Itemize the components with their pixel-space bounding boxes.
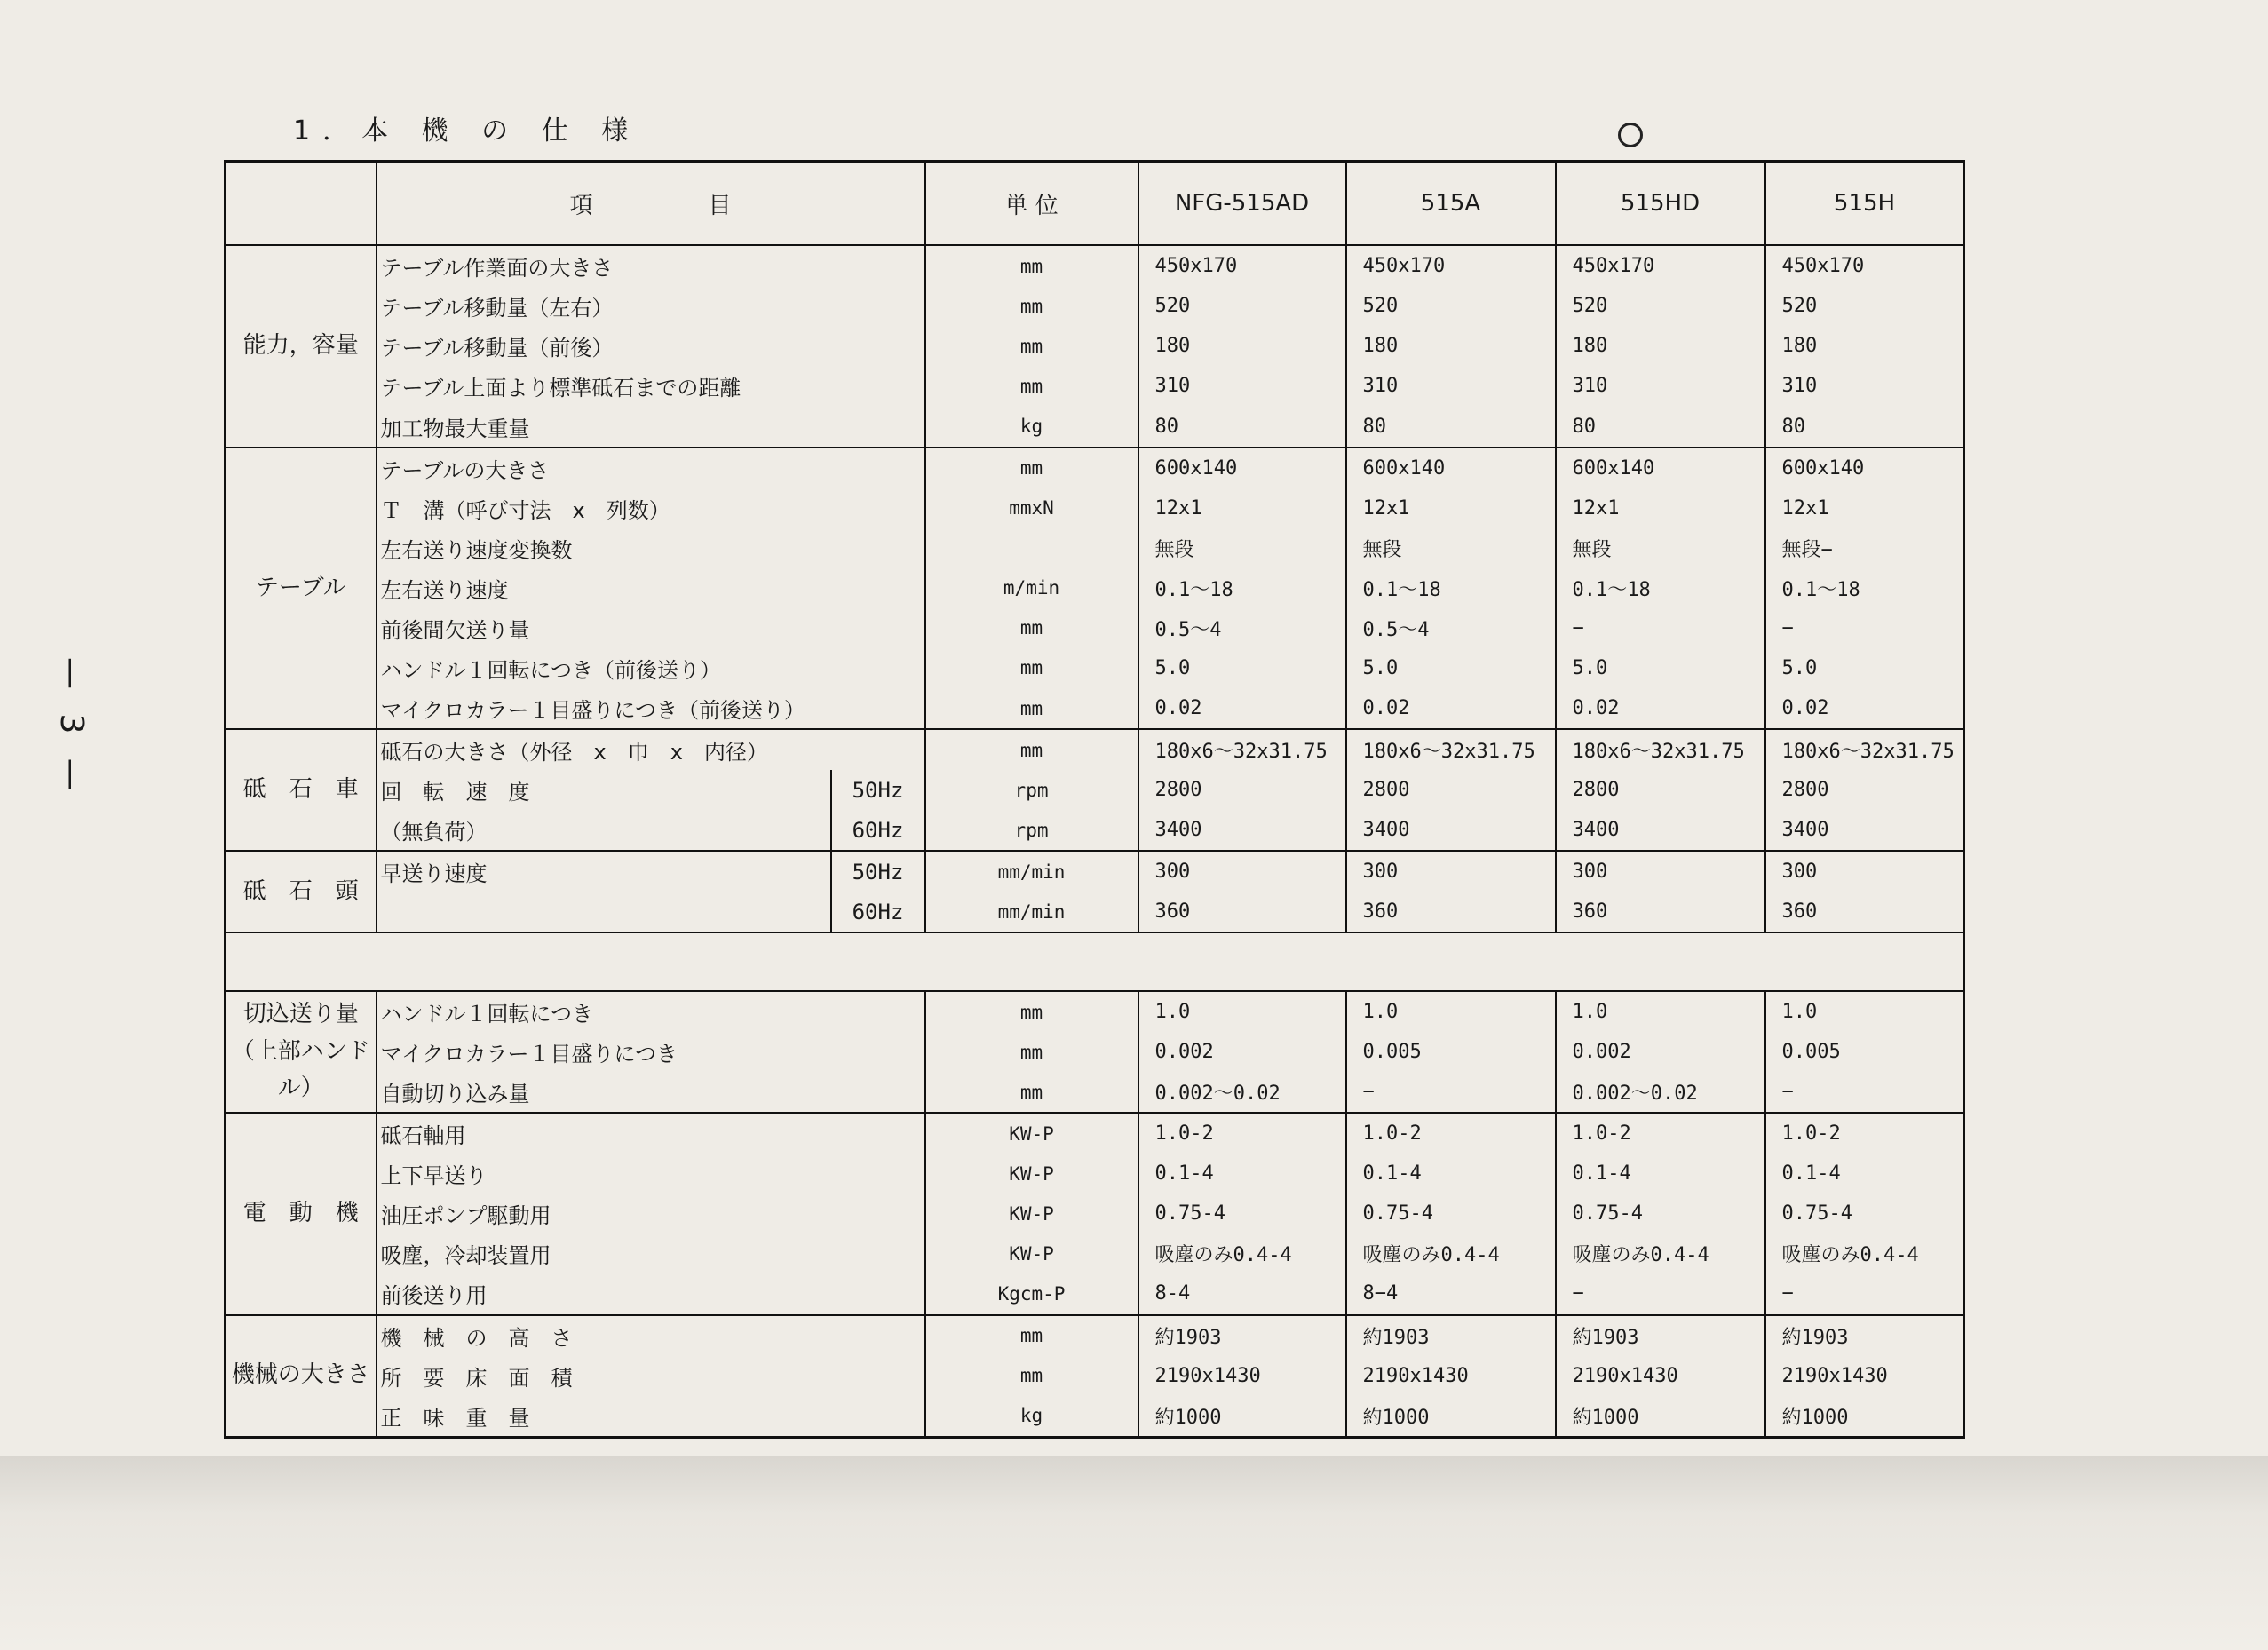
row-value: 520 [1138,286,1346,326]
row-value: 0.1-4 [1765,1154,1964,1194]
row-value: 約1000 [1556,1396,1765,1438]
row-item: マイクロカラー１目盛りにつき [377,1032,925,1072]
row-unit: mm/min [925,851,1138,892]
row-value: 450x170 [1556,245,1765,286]
row-value: 2800 [1556,770,1765,810]
row-item [377,892,831,932]
row-value: 吸塵のみ0.4-4 [1138,1234,1346,1273]
row-value: 600x140 [1138,448,1346,488]
row-value: 0.02 [1765,688,1964,729]
row-item: テーブル移動量（左右） [377,286,925,326]
table-row [226,991,1964,1032]
row-item: 砥石の大きさ（外径 x 巾 x 内径） [377,729,925,770]
header-blank [226,162,377,246]
row-item: 前後送り用 [377,1273,925,1314]
row-value: 吸塵のみ0.4-4 [1765,1234,1964,1273]
row-value: 310 [1765,366,1964,406]
row-item: テーブルの大きさ [377,448,925,488]
page-number: — 3 — [53,657,90,797]
row-unit: KW-P [925,1194,1138,1234]
row-value: 0.1〜18 [1556,568,1765,608]
row-value: 520 [1765,286,1964,326]
row-item: 正 味 重 量 [377,1396,925,1438]
header-model: 515HD [1556,162,1765,246]
row-item: Ｔ 溝（呼び寸法 x 列数） [377,488,925,528]
row-value: 180 [1346,326,1556,366]
row-value: 600x140 [1765,448,1964,488]
row-unit: KW-P [925,1113,1138,1154]
group-label-wheel_car: 砥 石 車 [226,729,377,851]
row-unit: mm [925,245,1138,286]
row-unit: mm [925,286,1138,326]
row-value: 約1000 [1138,1396,1346,1438]
row-value: 1.0 [1556,991,1765,1032]
row-value: 360 [1346,892,1556,932]
row-unit [925,528,1138,568]
row-value: − [1346,1072,1556,1113]
table-row [226,1072,1964,1113]
row-value: 2800 [1765,770,1964,810]
row-value: 無段 [1138,528,1346,568]
table-row [226,1032,1964,1072]
row-value: 5.0 [1556,648,1765,688]
row-value: 0.1〜18 [1138,568,1346,608]
table-row [226,1356,1964,1396]
row-item: ハンドル１回転につき（前後送り） [377,648,925,688]
row-value: 5.0 [1138,648,1346,688]
row-value: 0.1-4 [1346,1154,1556,1194]
row-value: 2190x1430 [1556,1356,1765,1396]
row-unit: mmxN [925,488,1138,528]
row-item: テーブル移動量（前後） [377,326,925,366]
row-value: 310 [1138,366,1346,406]
table-row [226,286,1964,326]
table-row [226,326,1964,366]
group-label-wheel_head: 砥 石 頭 [226,851,377,932]
table-row [226,608,1964,648]
row-value: 1.0 [1765,991,1964,1032]
row-value: 180 [1765,326,1964,366]
row-value: 2190x1430 [1138,1356,1346,1396]
row-item: 回 転 速 度 [377,770,831,810]
row-value: 80 [1138,407,1346,448]
row-value: 1.0-2 [1346,1113,1556,1154]
row-value: 300 [1138,851,1346,892]
row-value: 180x6〜32x31.75 [1765,729,1964,770]
row-value: 1.0 [1138,991,1346,1032]
row-value: 5.0 [1765,648,1964,688]
row-value: − [1765,608,1964,648]
row-unit: mm [925,1072,1138,1113]
header-model: 515H [1765,162,1964,246]
table-row [226,1113,1964,1154]
row-value: 0.1-4 [1556,1154,1765,1194]
row-item: テーブル上面より標準砥石までの距離 [377,366,925,406]
row-unit: mm [925,648,1138,688]
row-unit: m/min [925,568,1138,608]
row-unit: mm/min [925,892,1138,932]
row-value: 2190x1430 [1765,1356,1964,1396]
row-value: 180 [1556,326,1765,366]
row-item: 早送り速度 [377,851,831,892]
row-value: 2800 [1138,770,1346,810]
row-item: 前後間欠送り量 [377,608,925,648]
table-row [226,851,1964,892]
row-value: 5.0 [1346,648,1556,688]
table-row [226,1194,1964,1234]
row-value: 600x140 [1346,448,1556,488]
row-value: 0.005 [1765,1032,1964,1072]
row-value: 0.75-4 [1138,1194,1346,1234]
row-value: 360 [1556,892,1765,932]
row-value: 80 [1556,407,1765,448]
page-fold-shadow [0,1456,2268,1650]
row-unit: mm [925,1032,1138,1072]
section-heading: 1．本 機 の 仕 様 [293,115,641,147]
row-value: 約1000 [1765,1396,1964,1438]
row-value: 180x6〜32x31.75 [1556,729,1765,770]
row-value: 12x1 [1556,488,1765,528]
row-item: 加工物最大重量 [377,407,925,448]
spacer-row [226,932,1964,991]
row-value: 450x170 [1346,245,1556,286]
row-value: 約1903 [1346,1315,1556,1356]
row-value: 0.002〜0.02 [1138,1072,1346,1113]
group-label-size: 機械の大きさ [226,1315,377,1438]
row-value: 無段− [1765,528,1964,568]
row-unit: kg [925,407,1138,448]
row-value: 1.0-2 [1556,1113,1765,1154]
group-label-capacity: 能力，容量 [226,245,377,447]
row-value: 0.02 [1138,688,1346,729]
row-value: 300 [1346,851,1556,892]
row-value: 0.75-4 [1346,1194,1556,1234]
row-unit: kg [925,1396,1138,1438]
row-item: 左右送り速度変換数 [377,528,925,568]
row-unit: rpm [925,810,1138,851]
row-item: （無負荷） [377,810,831,851]
row-value: 8−4 [1346,1273,1556,1314]
row-item: 所 要 床 面 積 [377,1356,925,1396]
row-value: 300 [1765,851,1964,892]
row-value: 1.0-2 [1138,1113,1346,1154]
spec-table [224,160,1965,1439]
row-value: 0.1〜18 [1346,568,1556,608]
table-row [226,568,1964,608]
row-value: 0.1〜18 [1765,568,1964,608]
row-frequency: 60Hz [831,810,925,851]
row-value: 12x1 [1765,488,1964,528]
table-row [226,528,1964,568]
table-row [226,407,1964,448]
row-value: 180 [1138,326,1346,366]
row-value: 80 [1765,407,1964,448]
group-label-motor: 電 動 機 [226,1113,377,1314]
row-value: 3400 [1346,810,1556,851]
row-value: 2800 [1346,770,1556,810]
header-model: NFG-515AD [1138,162,1346,246]
table-row [226,770,1964,810]
header-model: 515A [1346,162,1556,246]
row-value: 1.0-2 [1765,1113,1964,1154]
table-row [226,729,1964,770]
table-row [226,245,1964,286]
row-unit: KW-P [925,1154,1138,1194]
table-row [226,366,1964,406]
row-value: 約1903 [1765,1315,1964,1356]
table-row [226,488,1964,528]
row-unit: KW-P [925,1234,1138,1273]
row-value: 520 [1346,286,1556,326]
header-unit: 単 位 [925,162,1138,246]
table-row [226,1234,1964,1273]
row-unit: mm [925,1356,1138,1396]
row-item: 機 械 の 高 さ [377,1315,925,1356]
row-frequency: 50Hz [831,851,925,892]
row-value: − [1765,1273,1964,1314]
row-value: 無段 [1556,528,1765,568]
row-value: 3400 [1556,810,1765,851]
row-value: 0.02 [1346,688,1556,729]
row-value: 3400 [1765,810,1964,851]
row-unit: mm [925,448,1138,488]
table-row [226,688,1964,729]
row-value: 0.02 [1556,688,1765,729]
row-unit: mm [925,991,1138,1032]
row-item: 砥石軸用 [377,1113,925,1154]
row-value: 0.002 [1556,1032,1765,1072]
row-value: 無段 [1346,528,1556,568]
row-value: 310 [1556,366,1765,406]
row-unit: mm [925,366,1138,406]
row-value: 8-4 [1138,1273,1346,1314]
table-row [226,810,1964,851]
table-row [226,1396,1964,1438]
row-item: マイクロカラー１目盛りにつき（前後送り） [377,688,925,729]
header-item: 項 目 [377,162,925,246]
row-unit: mm [925,729,1138,770]
row-unit: rpm [925,770,1138,810]
spacer-cell [226,932,1964,991]
row-value: − [1765,1072,1964,1113]
row-value: 360 [1765,892,1964,932]
row-value: 1.0 [1346,991,1556,1032]
row-value: 12x1 [1346,488,1556,528]
row-value: 3400 [1138,810,1346,851]
row-value: 450x170 [1765,245,1964,286]
row-value: 2190x1430 [1346,1356,1556,1396]
row-value: 約1000 [1346,1396,1556,1438]
row-value: 600x140 [1556,448,1765,488]
row-item: 油圧ポンプ駆動用 [377,1194,925,1234]
row-value: 0.002 [1138,1032,1346,1072]
table-row [226,448,1964,488]
row-value: 180x6〜32x31.75 [1138,729,1346,770]
row-frequency: 50Hz [831,770,925,810]
row-value: 520 [1556,286,1765,326]
row-item: 自動切り込み量 [377,1072,925,1113]
table-row [226,648,1964,688]
row-value: 約1903 [1138,1315,1346,1356]
row-unit: mm [925,688,1138,729]
row-value: − [1556,608,1765,648]
row-frequency: 60Hz [831,892,925,932]
row-value: 約1903 [1556,1315,1765,1356]
row-value: 12x1 [1138,488,1346,528]
row-value: − [1556,1273,1765,1314]
row-value: 80 [1346,407,1556,448]
row-value: 360 [1138,892,1346,932]
row-value: 0.5〜4 [1138,608,1346,648]
row-item: 左右送り速度 [377,568,925,608]
row-value: 吸塵のみ0.4-4 [1346,1234,1556,1273]
group-label-table: テーブル [226,448,377,729]
row-value: 310 [1346,366,1556,406]
row-value: 0.75-4 [1556,1194,1765,1234]
row-item: 上下早送り [377,1154,925,1194]
table-header-row [226,162,1964,246]
group-label-infeed: 切込送り量（上部ハンドル） [226,991,377,1113]
table-row [226,1154,1964,1194]
row-value: 0.002〜0.02 [1556,1072,1765,1113]
circle-mark [1618,123,1643,147]
table-row [226,1273,1964,1314]
row-value: 0.1-4 [1138,1154,1346,1194]
row-value: 300 [1556,851,1765,892]
table-row [226,892,1964,932]
row-value: 0.005 [1346,1032,1556,1072]
row-value: 0.75-4 [1765,1194,1964,1234]
row-value: 450x170 [1138,245,1346,286]
row-item: テーブル作業面の大きさ [377,245,925,286]
row-unit: mm [925,1315,1138,1356]
table-row [226,1315,1964,1356]
row-unit: mm [925,608,1138,648]
row-item: 吸塵，冷却装置用 [377,1234,925,1273]
row-item: ハンドル１回転につき [377,991,925,1032]
row-unit: Kgcm-P [925,1273,1138,1314]
row-unit: mm [925,326,1138,366]
row-value: 180x6〜32x31.75 [1346,729,1556,770]
row-value: 吸塵のみ0.4-4 [1556,1234,1765,1273]
row-value: 0.5〜4 [1346,608,1556,648]
